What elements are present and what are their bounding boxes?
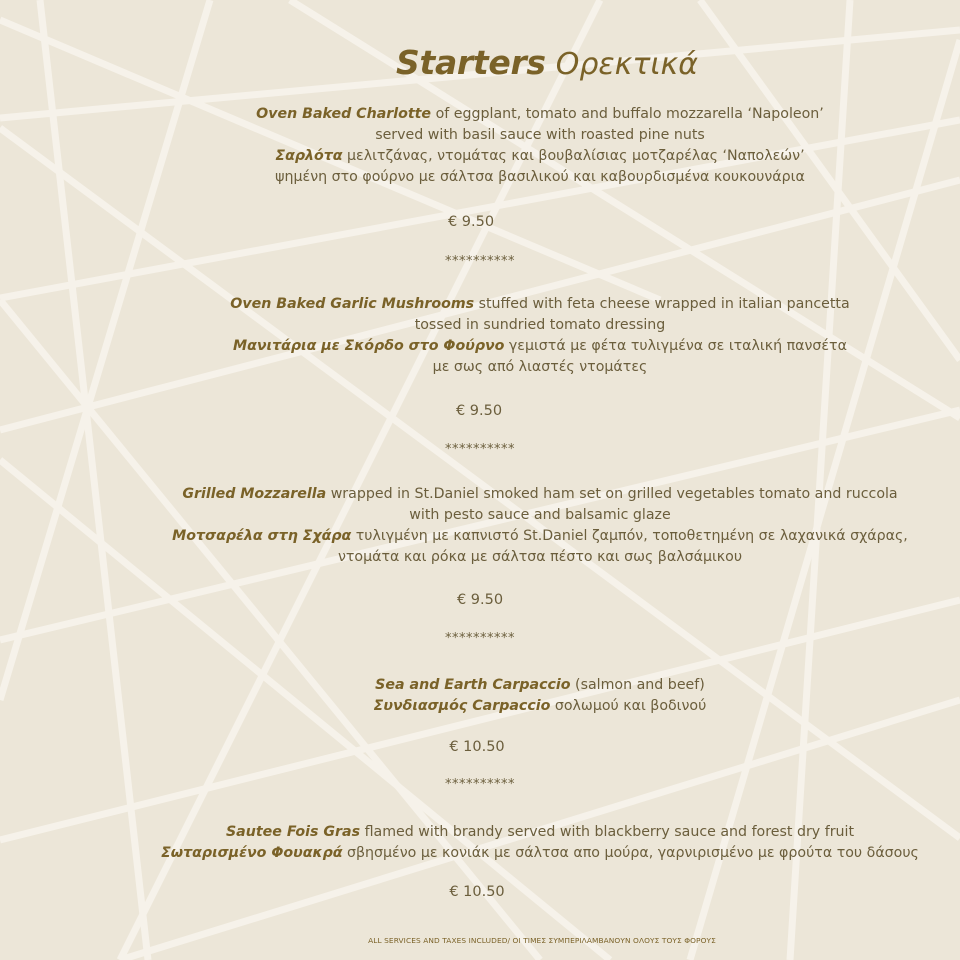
dish-line bbox=[100, 167, 960, 188]
dish-desc: (salmon and beef) bbox=[570, 677, 705, 693]
separator: ********** bbox=[445, 442, 515, 457]
footer-note: ALL SERVICES AND TAXES INCLUDED/ ΟΙ ΤΙΜΕΣ ΣΥΜΠΕΡΙΛΑΜΒΑΝΟΥΝ ΟΛΟΥΣ ΤΟΥΣ ΦΟΡΟΥΣ bbox=[368, 936, 716, 945]
dish-name-en: Sea and Earth Carpaccio bbox=[375, 677, 571, 693]
dish-name-gr: Συνδιασμός Carpaccio bbox=[373, 698, 551, 714]
dish-desc: wrapped in St.Daniel smoked ham set on grilled vegetables tomato and ruccola bbox=[326, 486, 898, 502]
dish-line bbox=[100, 526, 960, 547]
dish-price: € 10.50 bbox=[449, 739, 505, 755]
dish-line bbox=[100, 696, 960, 717]
dish-name-en: Oven Baked Charlotte bbox=[256, 106, 432, 122]
dish-line bbox=[100, 484, 960, 505]
dish-fois-gras bbox=[100, 822, 960, 864]
dish-desc: σολωμού και βοδινού bbox=[550, 698, 707, 714]
dish-name-gr: Μανιτάρια με Σκόρδο στο Φούρνο bbox=[233, 338, 505, 354]
dish-desc: σβησμένο με κονιάκ με σάλτσα απο μούρα, γαρνιρισμένο με φρούτα του δάσους bbox=[342, 845, 919, 861]
dish-charlotte bbox=[100, 104, 960, 188]
dish-price: € 10.50 bbox=[449, 884, 505, 900]
dish-price: € 9.50 bbox=[455, 403, 503, 419]
dish-name-gr: Σωταρισμένο Φουακρά bbox=[161, 845, 343, 861]
dish-line bbox=[100, 336, 960, 357]
dish-line bbox=[100, 125, 960, 146]
title-english: Starters bbox=[396, 43, 546, 82]
dish-desc: tossed in sundried tomato dressing bbox=[414, 317, 666, 333]
dish-line bbox=[100, 104, 960, 125]
page-title bbox=[396, 43, 698, 82]
dish-desc: with pesto sauce and balsamic glaze bbox=[409, 507, 671, 523]
dish-line bbox=[100, 547, 960, 568]
dish-desc: flamed with brandy served with blackberry sauce and forest dry fruit bbox=[360, 824, 855, 840]
dish-name-en: Sautee Fois Gras bbox=[225, 824, 361, 840]
dish-line bbox=[100, 822, 960, 843]
dish-garlic-mushrooms bbox=[100, 294, 960, 378]
dish-line bbox=[100, 294, 960, 315]
dish-price: € 9.50 bbox=[447, 214, 495, 230]
dish-desc: γεμιστά με φέτα τυλιγμένα σε ιταλική πανσέτα bbox=[504, 338, 847, 354]
title-greek: Ορεκτικά bbox=[555, 47, 698, 82]
dish-line bbox=[100, 315, 960, 336]
dish-desc: ντομάτα και ρόκα με σάλτσα πέστο και σως βαλσάμικου bbox=[337, 549, 743, 565]
separator: ********** bbox=[445, 777, 515, 792]
dish-desc: τυλιγμένη με καπνιστό St.Daniel ζαμπόν, τοποθετημένη σε λαχανικά σχάρας, bbox=[351, 528, 908, 544]
dish-name-gr: Σαρλότα bbox=[275, 148, 343, 164]
dish-name-en: Grilled Mozzarella bbox=[182, 486, 327, 502]
dish-desc: μελιτζάνας, ντομάτας και βουβαλίσιας μοτζαρέλας ‘Ναπολεών’ bbox=[342, 148, 805, 164]
separator: ********** bbox=[445, 254, 515, 269]
dish-line bbox=[100, 675, 960, 696]
dish-grilled-mozzarella bbox=[100, 484, 960, 568]
separator: ********** bbox=[445, 631, 515, 646]
dish-desc: of eggplant, tomato and buffalo mozzarella ‘Napoleon’ bbox=[431, 106, 824, 122]
dish-desc: served with basil sauce with roasted pine nuts bbox=[375, 127, 705, 143]
dish-name-gr: Μοτσαρέλα στη Σχάρα bbox=[172, 528, 352, 544]
dish-name-en: Oven Baked Garlic Mushrooms bbox=[230, 296, 475, 312]
dish-line bbox=[100, 146, 960, 167]
dish-line bbox=[100, 357, 960, 378]
dish-line bbox=[100, 505, 960, 526]
dish-desc: stuffed with feta cheese wrapped in italian pancetta bbox=[474, 296, 850, 312]
dish-desc: με σως από λιαστές ντομάτες bbox=[432, 359, 648, 375]
dish-line bbox=[100, 843, 960, 864]
dish-sea-earth-carpaccio bbox=[100, 675, 960, 717]
dish-desc: ψημένη στο φούρνο με σάλτσα βασιλικού και καβουρδισμένα κουκουνάρια bbox=[275, 169, 805, 185]
dish-price: € 9.50 bbox=[456, 592, 504, 608]
